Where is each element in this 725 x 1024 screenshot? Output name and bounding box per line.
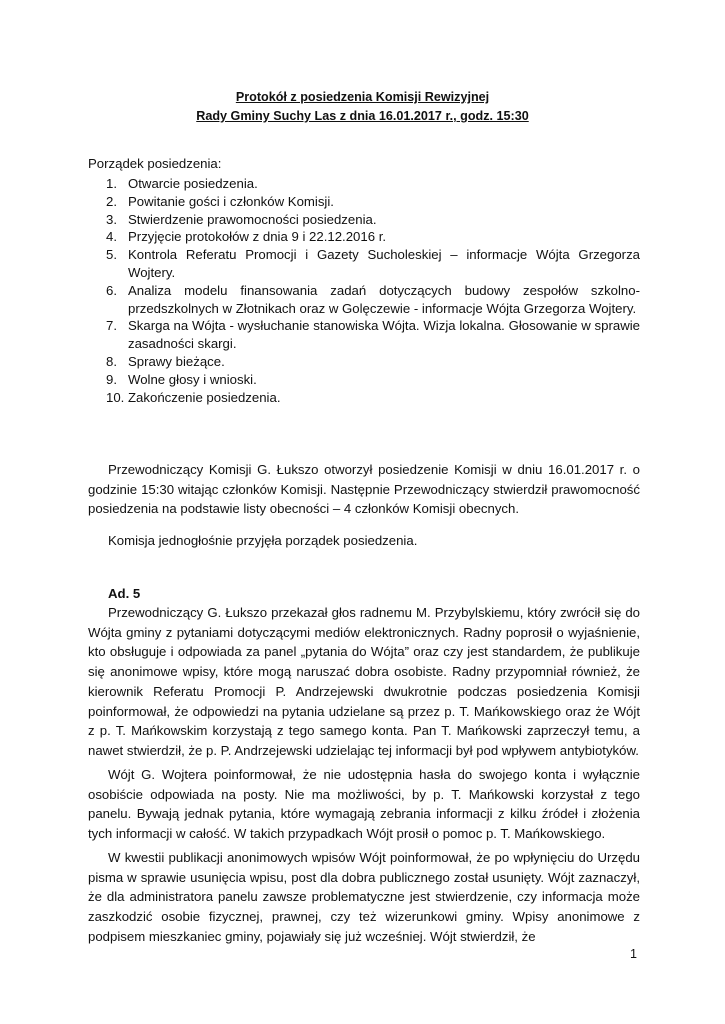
agenda-item (88, 246, 640, 282)
agenda-item-text: Kontrola Referatu Promocji i Gazety Sucholeskiej – informacje Wójta Grzegorza Wojtery. (128, 247, 640, 280)
ad5-paragraph-3: W kwestii publikacji anonimowych wpisów Wójt poinformował, że po wpłynięciu do Urzędu pisma w sprawie usunięcia wpisu, post dla dobra publicznego został usunięty. Wójt zaznaczył, że dla administratora panelu zawsze problematyczne jest stwierdzenie, czy informacja może zaszkodzić osobie fizycznej, prawnej, czy też wizerunkowi gminy. Wpisy anonimowe z podpisem mieszkaniec gminy, pojawiały się już wcześniej. Wójt stwierdził, że (88, 850, 640, 944)
agenda-item-number: 3. (106, 211, 117, 227)
agenda-item-number: 2. (106, 193, 117, 209)
agenda-item (88, 389, 640, 407)
agenda-heading: Porządek posiedzenia: (88, 156, 222, 171)
agenda-item-number: 4. (106, 229, 117, 245)
agenda-item-text: Otwarcie posiedzenia. (128, 176, 258, 191)
agenda-item-text: Przyjęcie protokołów z dnia 9 i 22.12.2016 r. (128, 229, 387, 245)
agenda-item (88, 228, 640, 246)
page-number: 1 (630, 947, 638, 961)
document-title-line1: Protokół z posiedzenia Komisji Rewizyjnej (235, 90, 490, 104)
agenda-list (88, 175, 640, 406)
agenda-item-text: Powitanie gości i członków Komisji. (128, 193, 334, 209)
agenda-item-number: 6. (106, 282, 117, 298)
agenda-item (88, 211, 640, 229)
agenda-item (88, 193, 640, 211)
agenda-item-number: 7. (106, 318, 117, 334)
agenda-item-number: 8. (106, 353, 117, 369)
agenda-item (88, 353, 640, 371)
agenda-item-number: 1. (106, 176, 117, 191)
agenda-accepted-paragraph: Komisja jednogłośnie przyjęła porządek posiedzenia. (108, 533, 418, 548)
opening-paragraph: Przewodniczący Komisji G. Łukszo otworzył posiedzenie Komisji w dniu 16.01.2017 r. o godzinie 15:30 witając członków Komisji. Następnie Przewodniczący stwierdził prawomocność posiedzenia na podstawie listy obecności – 4 członków Komisji obecnych. (88, 462, 640, 517)
ad5-heading: Ad. 5 (108, 586, 141, 601)
agenda-item-number: 5. (106, 247, 117, 263)
ad5-paragraph-1: Przewodniczący G. Łukszo przekazał głos radnemu M. Przybylskiemu, który zwrócił się do Wójta gminy z pytaniami dotyczącymi mediów elektronicznych. Radny poprosił o wyjaśnienie, kto obsługuje i odpowiada za panel „pytania do Wójta” oraz czy jest standardem, że publikuje się anonimowe wpisy, które mogą naruszać dobra osobiste. Radny przypomniał również, że kierownik Referatu Promocji P. Andrzejewski dwukrotnie podczas posiedzenia Komisji poinformował, że odpowiedzi na pytania udzielane są przez p. T. Mańkowskiego oraz że Wójt z p. T. Mańkowskim korzystają z tego samego konta. Pan T. Mańkowski zaprzeczył temu, a nawet stwierdził, że p. P. Andrzejewski udzielając tej informacji był pod wpływem antybiotyków. (88, 605, 640, 758)
agenda-item-text: Analiza modelu finansowania zadań dotyczących budowy zespołów szkolno-przedszkolnych w Złotnikach oraz w Golęczewie - informacje Wójta Grzegorza Wojtery. (128, 282, 640, 316)
agenda-item-text: Sprawy bieżące. (128, 353, 225, 369)
document-title-line2: Rady Gminy Suchy Las z dnia 16.01.2017 r., godz. 15:30 (196, 109, 529, 123)
agenda-item-number: 10. (106, 389, 125, 405)
agenda-item-number: 9. (106, 371, 117, 387)
agenda-item (88, 317, 640, 353)
agenda-item-text: Skarga na Wójta - wysłuchanie stanowiska Wójta. Wizja lokalna. Głosowanie w sprawie zasadności skargi. (128, 318, 640, 352)
agenda-item-text: Zakończenie posiedzenia. (128, 389, 281, 405)
ad5-paragraph-2: Wójt G. Wojtera poinformował, że nie udostępnia hasła do swojego konta i wyłącznie osobiście odpowiada na posty. Nie ma możliwości, by p. T. Mańkowski korzystał z tego panelu. Bywają jednak pytania, które wymagają zebrania informacji z kilku źródeł i złożenia tych informacji w całość. W takich przypadkach Wójt prosił o pomoc p. T. Mańkowskiego. (88, 767, 640, 842)
agenda-item (88, 282, 640, 318)
agenda-item-text: Stwierdzenie prawomocności posiedzenia. (128, 211, 377, 227)
agenda-item (88, 175, 640, 193)
agenda-item (88, 371, 640, 389)
agenda-item-text: Wolne głosy i wnioski. (128, 371, 257, 387)
